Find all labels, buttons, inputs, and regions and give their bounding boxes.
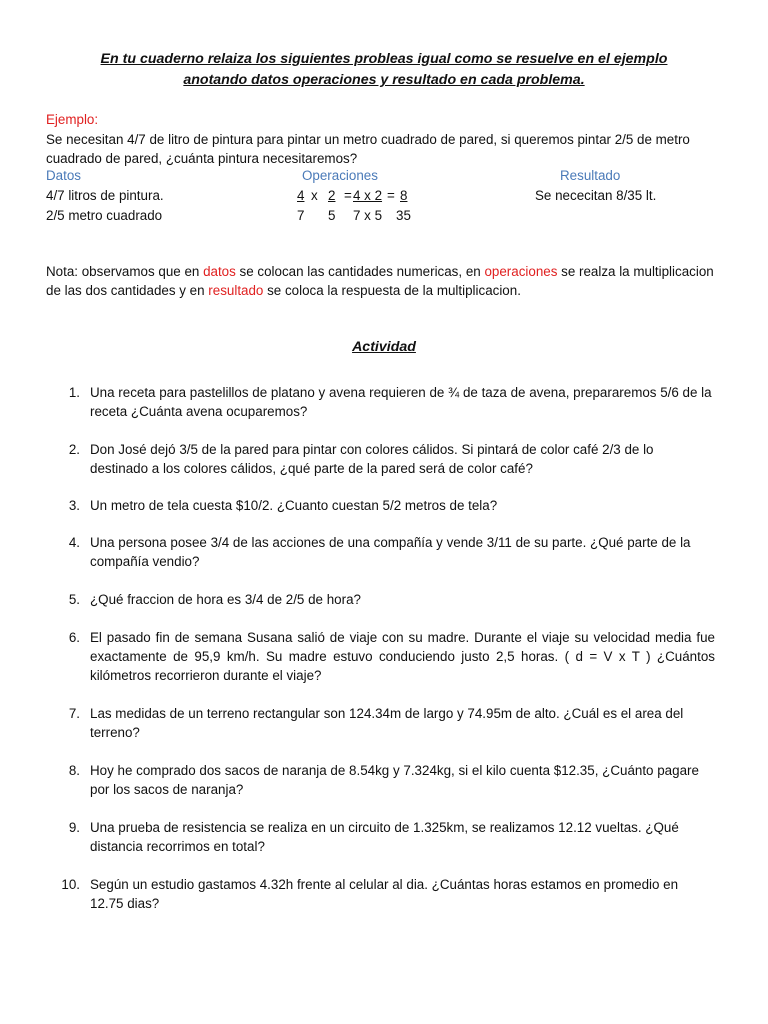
item-text: Un metro de tela cuesta $10/2. ¿Cuanto cuestan 5/2 metros de tela? bbox=[90, 498, 498, 513]
op-numerator-2: 2 bbox=[328, 188, 336, 203]
item-number: 5. bbox=[68, 592, 80, 607]
op-equals-1: = bbox=[344, 188, 352, 203]
item-text: Las medidas de un terreno rectangular son 124.34m de largo y 74.95m de alto. ¿Cuál es el area del terreno? bbox=[90, 706, 684, 740]
header-resultado: Resultado bbox=[560, 168, 621, 183]
note-keyword-resultado: resultado bbox=[208, 283, 264, 298]
op-denominator-expression: 7 x 5 bbox=[353, 208, 383, 223]
note-part-1: Nota: observamos que en bbox=[46, 264, 204, 279]
item-number: 9. bbox=[68, 820, 80, 835]
item-number: 6. bbox=[68, 630, 80, 645]
note-paragraph bbox=[46, 262, 726, 300]
op-denominator-1: 7 bbox=[297, 208, 305, 223]
item-text: Una persona posee 3/4 de las acciones de una compañía y vende 3/11 de su parte. ¿Qué parte de la compañía vendio? bbox=[90, 535, 691, 569]
item-text: El pasado fin de semana Susana salió de viaje con su madre. Durante el viaje su velocidad media fue exactamente de 95,9 km/h. Su madre estuvo conduciendo justo 2,5 horas. ( d = V x T ) ¿Cuántos kilómetros recorrieron durante el viaje? bbox=[90, 630, 715, 683]
note-part-4: se coloca la respuesta de la multiplicacion. bbox=[263, 283, 521, 298]
item-number: 1. bbox=[68, 385, 80, 400]
item-text: Una prueba de resistencia se realiza en un circuito de 1.325km, se realizamos 12.12 vueltas. ¿Qué distancia recorrimos en total? bbox=[90, 820, 679, 854]
item-number: 4. bbox=[68, 535, 80, 550]
op-equals-2: = bbox=[387, 188, 395, 203]
header-operaciones: Operaciones bbox=[302, 168, 378, 183]
item-number: 10. bbox=[61, 877, 80, 892]
note-keyword-datos: datos bbox=[203, 264, 236, 279]
item-text: ¿Qué fraccion de hora es 3/4 de 2/5 de hora? bbox=[90, 592, 361, 607]
datos-line-2: 2/5 metro cuadrado bbox=[46, 208, 163, 223]
op-times-sign: x bbox=[311, 188, 318, 203]
instructions-line-2: anotando datos operaciones y resultado en cada problema. bbox=[183, 72, 585, 88]
instructions-heading bbox=[60, 49, 708, 91]
op-numerator-expression: 4 x 2 bbox=[353, 188, 383, 203]
item-number: 2. bbox=[68, 442, 80, 457]
instructions-line-1: En tu cuaderno relaiza los siguientes probleas igual como se resuelve en el ejemplo bbox=[100, 51, 668, 67]
example-problem-text: Se necesitan 4/7 de litro de pintura para pintar un metro cuadrado de pared, si queremos pintar 2/5 de metro cuadrado de pared, ¿cuánta pintura necesitaremos? bbox=[46, 132, 690, 166]
header-datos: Datos bbox=[46, 168, 81, 183]
item-number: 3. bbox=[68, 498, 80, 513]
item-number: 7. bbox=[68, 706, 80, 721]
example-result: Se nececitan 8/35 lt. bbox=[535, 188, 657, 203]
op-denominator-2: 5 bbox=[328, 208, 336, 223]
note-part-3: se realza la multiplicacion de las dos cantidades y en bbox=[46, 264, 714, 298]
op-numerator-1: 4 bbox=[297, 188, 305, 203]
item-text: Una receta para pastelillos de platano y avena requieren de ¾ de taza de avena, prepararemos 5/6 de la receta ¿Cuánta avena ocuparemos? bbox=[90, 385, 712, 419]
datos-line-1: 4/7 litros de pintura. bbox=[46, 188, 164, 203]
note-keyword-operaciones: operaciones bbox=[484, 264, 558, 279]
activity-title: Actividad bbox=[352, 339, 416, 355]
item-text: Según un estudio gastamos 4.32h frente al celular al dia. ¿Cuántas horas estamos en promedio en 12.75 dias? bbox=[90, 877, 679, 911]
op-denominator-result: 35 bbox=[396, 208, 411, 223]
item-text: Don José dejó 3/5 de la pared para pintar con colores cálidos. Si pintará de color café 2/3 de lo destinado a los colores cálidos, ¿qué parte de la pared será de color café? bbox=[90, 442, 654, 476]
example-label: Ejemplo: bbox=[46, 112, 99, 127]
note-part-2: se colocan las cantidades numericas, en bbox=[235, 264, 485, 279]
item-text: Hoy he comprado dos sacos de naranja de 8.54kg y 7.324kg, si el kilo cuenta $12.35, ¿Cuánto pagare por los sacos de naranja? bbox=[90, 763, 699, 797]
op-numerator-result: 8 bbox=[400, 188, 408, 203]
item-number: 8. bbox=[68, 763, 80, 778]
